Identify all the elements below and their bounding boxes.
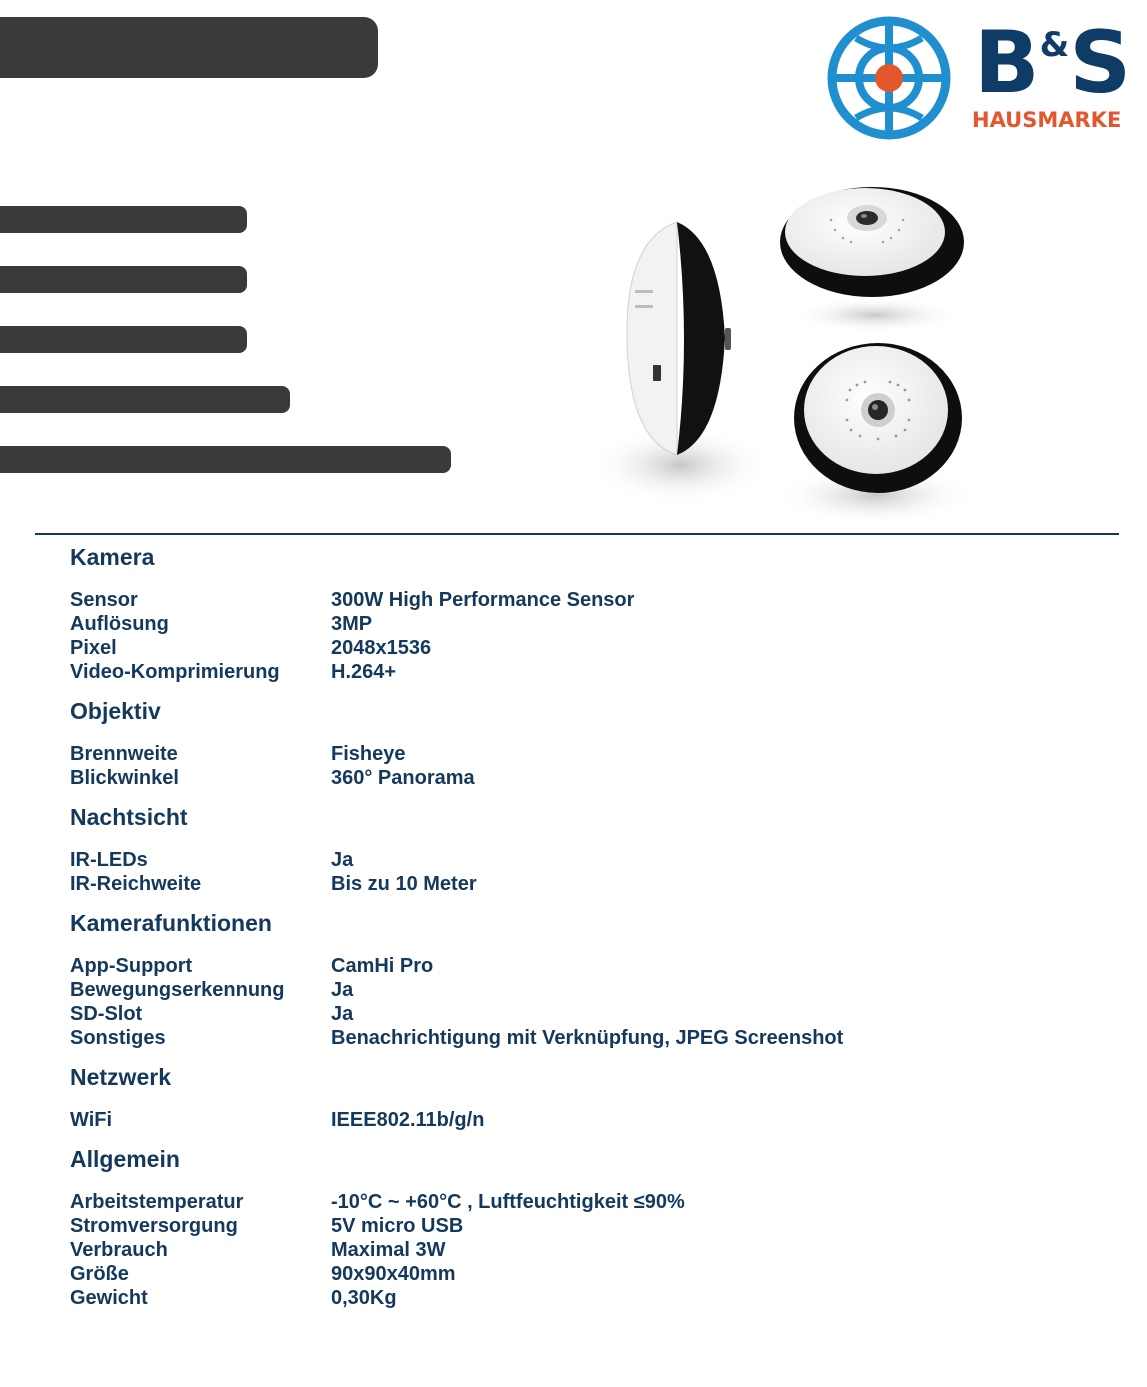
spec-value: Bis zu 10 Meter <box>331 873 477 895</box>
spec-value: -10°C ~ +60°C , Luftfeuchtigkeit ≤90% <box>331 1191 685 1213</box>
spec-section-title: Nachtsicht <box>70 804 188 830</box>
spec-row <box>70 636 1110 660</box>
spec-section-title: Kamera <box>70 544 155 570</box>
spec-row <box>70 1286 1110 1310</box>
redacted-feature-bar <box>0 266 247 293</box>
redacted-title-bar <box>0 17 378 78</box>
spec-section <box>70 906 1110 1050</box>
redacted-feature-bar <box>0 326 247 353</box>
spec-value: 300W High Performance Sensor <box>331 589 635 611</box>
spec-row <box>70 660 1110 684</box>
spec-key: IR-LEDs <box>70 849 148 871</box>
spec-section-title: Allgemein <box>70 1146 180 1172</box>
spec-section <box>70 694 1110 790</box>
spec-key: Stromversorgung <box>70 1215 238 1237</box>
logo-letter-s: S <box>1069 13 1130 113</box>
spec-key: SD-Slot <box>70 1003 143 1025</box>
spec-section <box>70 1142 1110 1310</box>
spec-row <box>70 954 1110 978</box>
spec-key: Gewicht <box>70 1287 148 1309</box>
spec-key: Brennweite <box>70 743 178 765</box>
spec-row <box>70 742 1110 766</box>
brand-logo <box>826 13 1130 141</box>
globe-icon <box>826 16 954 141</box>
spec-row <box>70 848 1110 872</box>
spec-row <box>70 766 1110 790</box>
logo-ampersand: & <box>1039 25 1068 65</box>
spec-row <box>70 1190 1110 1214</box>
spec-key: IR-Reichweite <box>70 873 202 895</box>
spec-value: CamHi Pro <box>331 955 434 977</box>
logo-letter-b: B <box>974 13 1038 113</box>
spec-row <box>70 612 1110 636</box>
spec-section-title: Kamerafunktionen <box>70 910 272 936</box>
spec-list <box>70 540 1110 1320</box>
redacted-feature-bar <box>0 386 290 413</box>
spec-value: Ja <box>331 849 354 871</box>
spec-value: 5V micro USB <box>331 1215 464 1237</box>
spec-value: Fisheye <box>331 743 406 765</box>
spec-value: Ja <box>331 1003 354 1025</box>
spec-key: Auflösung <box>70 613 169 635</box>
spec-row <box>70 1108 1110 1132</box>
spec-section <box>70 800 1110 896</box>
product-image <box>585 180 985 525</box>
spec-row <box>70 1238 1110 1262</box>
spec-key: Bewegungserkennung <box>70 979 285 1001</box>
spec-key: Pixel <box>70 637 117 659</box>
spec-value: 3MP <box>331 613 373 635</box>
spec-row <box>70 588 1110 612</box>
spec-row <box>70 1214 1110 1238</box>
spec-key: App-Support <box>70 955 193 977</box>
spec-row <box>70 978 1110 1002</box>
redacted-feature-bar <box>0 206 247 233</box>
spec-row <box>70 872 1110 896</box>
spec-row <box>70 1002 1110 1026</box>
spec-section <box>70 540 1110 684</box>
spec-key: Sonstiges <box>70 1027 166 1049</box>
spec-value: H.264+ <box>331 661 397 683</box>
spec-value: IEEE802.11b/g/n <box>331 1109 485 1131</box>
spec-key: WiFi <box>70 1109 113 1131</box>
spec-key: Sensor <box>70 589 138 611</box>
spec-key: Größe <box>70 1263 129 1285</box>
spec-row <box>70 1026 1110 1050</box>
spec-value: 360° Panorama <box>331 767 475 789</box>
spec-value: Maximal 3W <box>331 1239 446 1261</box>
spec-key: Blickwinkel <box>70 767 179 789</box>
spec-value: Ja <box>331 979 354 1001</box>
spec-section <box>70 1060 1110 1132</box>
redacted-feature-bar <box>0 446 451 473</box>
spec-key: Verbrauch <box>70 1239 168 1261</box>
spec-section-title: Netzwerk <box>70 1064 171 1090</box>
spec-value: Benachrichtigung mit Verknüpfung, JPEG Screenshot <box>331 1027 844 1049</box>
logo-subline: HAUSMARKE <box>972 108 1122 132</box>
spec-value: 90x90x40mm <box>331 1263 456 1285</box>
spec-key: Arbeitstemperatur <box>70 1191 244 1213</box>
spec-key: Video-Komprimierung <box>70 661 280 683</box>
spec-row <box>70 1262 1110 1286</box>
logo-wordmark <box>974 13 1130 113</box>
section-divider <box>35 533 1119 535</box>
spec-value: 0,30Kg <box>331 1287 397 1309</box>
spec-value: 2048x1536 <box>331 637 432 659</box>
spec-section-title: Objektiv <box>70 698 161 724</box>
